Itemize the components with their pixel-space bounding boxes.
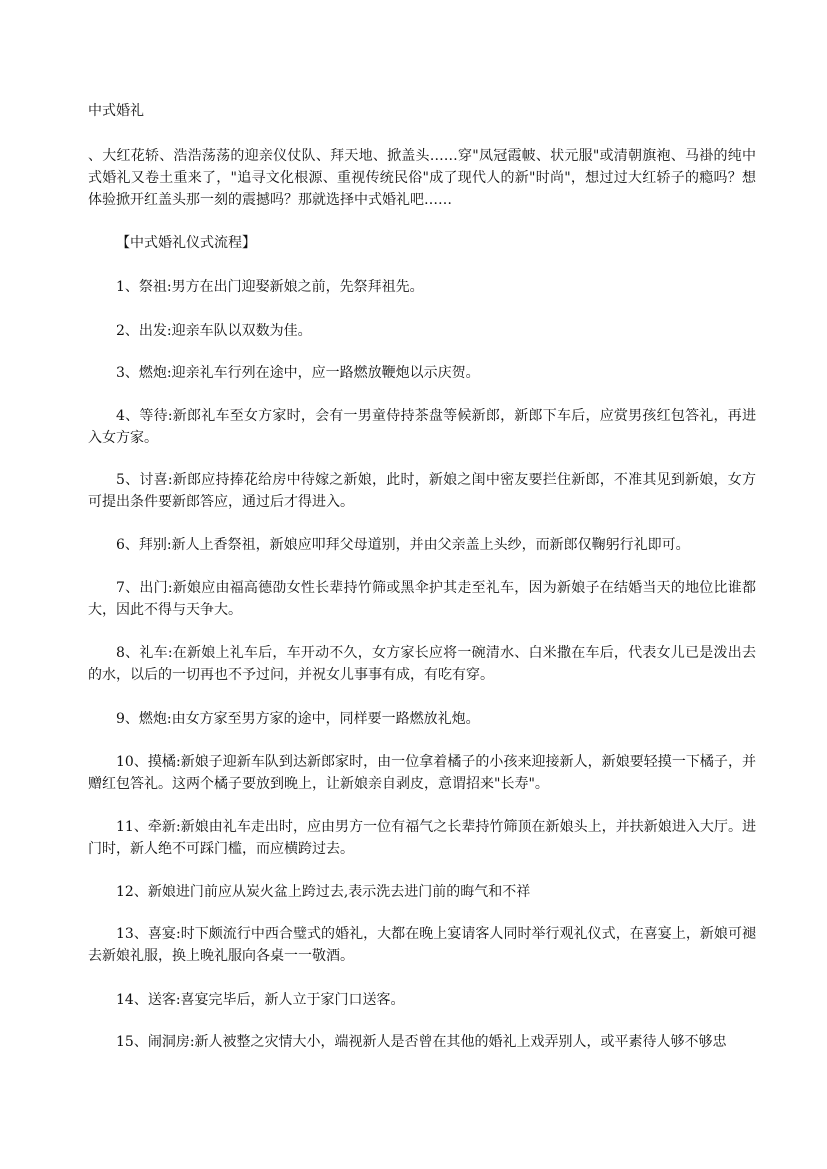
step-paragraph: 8、礼车:在新娘上礼车后，车开动不久，女方家长应将一碗清水、白米撒在车后，代表女儿已是泼出去的水，以后的一切再也不予过问，并祝女儿事事有成，有吃有穿。 — [88, 645, 756, 683]
document-title: 中式婚礼 — [88, 103, 144, 119]
step-paragraph: 9、燃炮:由女方家至男方家的途中，同样要一路燃放礼炮。 — [116, 711, 480, 727]
step-paragraph: 12、新娘进门前应从炭火盆上跨过去,表示洗去进门前的晦气和不祥 — [116, 884, 531, 900]
step-paragraph: 15、闹洞房:新人被整之灾情大小，端视新人是否曾在其他的婚礼上戏弄别人，或平素待人够不够忠 — [116, 1034, 727, 1050]
step-paragraph: 4、等待:新郎礼车至女方家时，会有一男童侍持茶盘等候新郎，新郎下车后，应赏男孩红包答礼，再进入女方家。 — [88, 408, 756, 446]
section-heading: 【中式婚礼仪式流程】 — [116, 235, 256, 251]
step-paragraph: 2、出发:迎亲车队以双数为佳。 — [116, 323, 312, 339]
step-paragraph: 6、拜别:新人上香祭祖，新娘应叩拜父母道别，并由父亲盖上头纱，而新郎仅鞠躬行礼即可。 — [116, 537, 690, 553]
step-paragraph: 1、祭祖:男方在出门迎娶新娘之前，先祭拜祖先。 — [116, 279, 424, 295]
step-paragraph: 3、燃炮:迎亲礼车行列在途中，应一路燃放鞭炮以示庆贺。 — [116, 365, 480, 381]
step-paragraph: 7、出门:新娘应由福高德劭女性长辈持竹筛或黑伞护其走至礼车，因为新娘子在结婚当天的地位比谁都大，因此不得与天争大。 — [88, 580, 756, 618]
step-paragraph: 14、送客:喜宴完毕后，新人立于家门口送客。 — [116, 992, 405, 1008]
intro-paragraph: 、大红花轿、浩浩荡荡的迎亲仪仗队、拜天地、掀盖头……穿"凤冠霞帔、状元服"或清朝旗袍、马褂的纯中式婚礼又卷土重来了，"追寻文化根源、重视传统民俗"成了现代人的新"时尚"，想过过大红轿子的瘾吗？想体验掀开红盖头那一刻的震撼吗？那就选择中式婚礼吧…… — [88, 148, 756, 208]
step-paragraph: 11、牵新:新娘由礼车走出时，应由男方一位有福气之长辈持竹筛顶在新娘头上，并扶新娘进入大厅。进门时，新人绝不可踩门槛，而应横跨过去。 — [88, 819, 756, 857]
step-paragraph: 5、讨喜:新郎应持捧花给房中待嫁之新娘，此时，新娘之闺中密友要拦住新郎，不准其见到新娘，女方可提出条件要新郎答应，通过后才得进入。 — [88, 472, 756, 510]
step-paragraph: 13、喜宴:时下颇流行中西合璧式的婚礼，大都在晚上宴请客人同时举行观礼仪式，在喜宴上，新娘可褪去新娘礼服，换上晚礼服向各桌一一敬酒。 — [88, 926, 756, 964]
document-page — [88, 0, 756, 1169]
step-paragraph: 10、摸橘:新娘子迎新车队到达新郎家时，由一位拿着橘子的小孩来迎接新人，新娘要轻摸一下橘子，并赠红包答礼。这两个橘子要放到晚上，让新娘亲自剥皮，意谓招来"长寿"。 — [88, 754, 756, 792]
